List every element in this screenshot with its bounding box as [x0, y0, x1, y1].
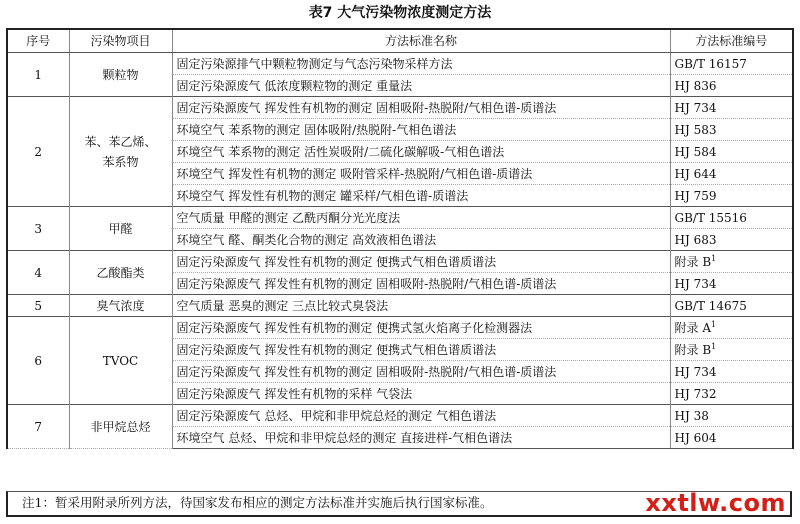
- method-code-cell: [670, 141, 793, 163]
- method-code: GB/T 14675: [674, 298, 747, 313]
- method-code: GB/T 16157: [674, 56, 747, 71]
- method-code: 附录 B: [674, 342, 712, 357]
- method-code-cell: [670, 295, 793, 317]
- method-name-cell: 固定污染源废气 挥发性有机物的测定 固相吸附-热脱附/气相色谱-质谱法: [172, 273, 670, 295]
- footnote: 注1：暂采用附录所列方法，待国家发布相应的测定方法标准并实施后执行国家标准。: [6, 491, 792, 517]
- method-code-cell: [670, 383, 793, 405]
- pollutant-label: 甲醛: [108, 221, 133, 236]
- method-name-cell: 固定污染源排气中颗粒物测定与气态污染物采样方法: [172, 53, 670, 75]
- seq-cell: 2: [7, 97, 69, 207]
- method-code-cell: [670, 339, 793, 361]
- method-code-cell: [670, 185, 793, 207]
- seq-cell: 3: [7, 207, 69, 251]
- method-code: HJ 836: [674, 78, 717, 93]
- method-name-cell: 固定污染源废气 挥发性有机物的测定 便携式气相色谱质谱法: [172, 251, 670, 273]
- method-name-cell: 固定污染源废气 挥发性有机物的测定 固相吸附-热脱附/气相色谱-质谱法: [172, 97, 670, 119]
- method-name-cell: 固定污染源废气 挥发性有机物的测定 固相吸附-热脱附/气相色谱-质谱法: [172, 361, 670, 383]
- method-code-cell: [670, 207, 793, 229]
- pollutant-cell: [69, 53, 172, 97]
- seq-cell: 7: [7, 405, 69, 449]
- method-code: HJ 584: [674, 144, 717, 159]
- method-code: HJ 644: [674, 166, 717, 181]
- method-code: HJ 759: [674, 188, 717, 203]
- method-code-cell: [670, 75, 793, 97]
- method-name-cell: 环境空气 挥发性有机物的测定 吸附管采样-热脱附/气相色谱-质谱法: [172, 163, 670, 185]
- watermark-logo: xxtlw.com: [645, 489, 786, 517]
- table-row: [7, 97, 793, 119]
- method-code: HJ 38: [674, 408, 709, 423]
- method-name-cell: 固定污染源废气 低浓度颗粒物的测定 重量法: [172, 75, 670, 97]
- pollutant-label: 颗粒物: [102, 67, 139, 82]
- method-code: HJ 734: [674, 100, 717, 115]
- pollutant-label: 非甲烷总烃: [90, 419, 151, 434]
- pollutant-label: 乙酸酯类: [96, 265, 145, 280]
- pollutant-label: TVOC: [102, 353, 139, 368]
- method-name-cell: 空气质量 甲醛的测定 乙酰丙酮分光光度法: [172, 207, 670, 229]
- pollutant-label: 苯、苯乙烯、: [84, 134, 157, 149]
- header-seq: 序号: [7, 29, 69, 53]
- method-code: HJ 683: [674, 232, 717, 247]
- pollutant-label: 臭气浓度: [96, 298, 145, 313]
- seq-cell: 6: [7, 317, 69, 405]
- table-row: [7, 53, 793, 75]
- method-code: 附录 A: [674, 320, 711, 335]
- method-code: 附录 B: [674, 254, 712, 269]
- method-name-cell: 环境空气 挥发性有机物的测定 罐采样/气相色谱-质谱法: [172, 185, 670, 207]
- method-code: HJ 583: [674, 122, 717, 137]
- header-code: 方法标准编号: [670, 29, 793, 53]
- table-row: [7, 295, 793, 317]
- pollutant-cell: [69, 405, 172, 449]
- method-name-cell: 环境空气 总烃、甲烷和非甲烷总烃的测定 直接进样-气相色谱法: [172, 427, 670, 449]
- pollutant-label: 苯系物: [102, 154, 139, 169]
- method-name-cell: 环境空气 醛、酮类化合物的测定 高效液相色谱法: [172, 229, 670, 251]
- pollutant-cell: [69, 317, 172, 405]
- method-code-cell: [670, 53, 793, 75]
- pollutant-cell: [69, 295, 172, 317]
- method-code-cell: [670, 163, 793, 185]
- footnote-marker: 1: [711, 253, 717, 263]
- pollutant-cell: [69, 207, 172, 251]
- method-code-cell: [670, 427, 793, 449]
- method-code-cell: [670, 273, 793, 295]
- method-code: HJ 732: [674, 386, 717, 401]
- method-code: HJ 604: [674, 430, 717, 445]
- seq-cell: 1: [7, 53, 69, 97]
- footnote-marker: 1: [711, 341, 717, 351]
- header-row: [7, 29, 793, 53]
- table-row: [7, 405, 793, 427]
- method-code-cell: [670, 229, 793, 251]
- footnote-marker: 1: [710, 319, 717, 329]
- table-title: 表7 大气污染物浓度测定方法: [308, 5, 492, 21]
- header-method: 方法标准名称: [172, 29, 670, 53]
- method-name-cell: 环境空气 苯系物的测定 固体吸附/热脱附-气相色谱法: [172, 119, 670, 141]
- method-name-cell: 固定污染源废气 挥发性有机物的测定 便携式氢火焰离子化检测器法: [172, 317, 670, 339]
- method-code-cell: [670, 251, 793, 273]
- table-row: [7, 317, 793, 339]
- seq-cell: 4: [7, 251, 69, 295]
- header-item: 污染物项目: [69, 29, 172, 53]
- pollutant-cell: [69, 97, 172, 207]
- table-row: [7, 207, 793, 229]
- method-name-cell: 环境空气 苯系物的测定 活性炭吸附/二硫化碳解吸-气相色谱法: [172, 141, 670, 163]
- method-name-cell: 固定污染源废气 挥发性有机物的采样 气袋法: [172, 383, 670, 405]
- table-body: [7, 53, 793, 449]
- method-code: HJ 734: [674, 276, 717, 291]
- method-code-cell: [670, 317, 793, 339]
- method-code-cell: [670, 405, 793, 427]
- method-code-cell: [670, 119, 793, 141]
- pollutant-cell: [69, 251, 172, 295]
- method-code-cell: [670, 97, 793, 119]
- method-name-cell: 固定污染源废气 总烃、甲烷和非甲烷总烃的测定 气相色谱法: [172, 405, 670, 427]
- method-code: HJ 734: [674, 364, 717, 379]
- table-row: [7, 251, 793, 273]
- seq-cell: 5: [7, 295, 69, 317]
- method-name-cell: 空气质量 恶臭的测定 三点比较式臭袋法: [172, 295, 670, 317]
- method-code: GB/T 15516: [674, 210, 747, 225]
- methods-table: [6, 28, 794, 449]
- method-name-cell: 固定污染源废气 挥发性有机物的测定 便携式气相色谱质谱法: [172, 339, 670, 361]
- method-code-cell: [670, 361, 793, 383]
